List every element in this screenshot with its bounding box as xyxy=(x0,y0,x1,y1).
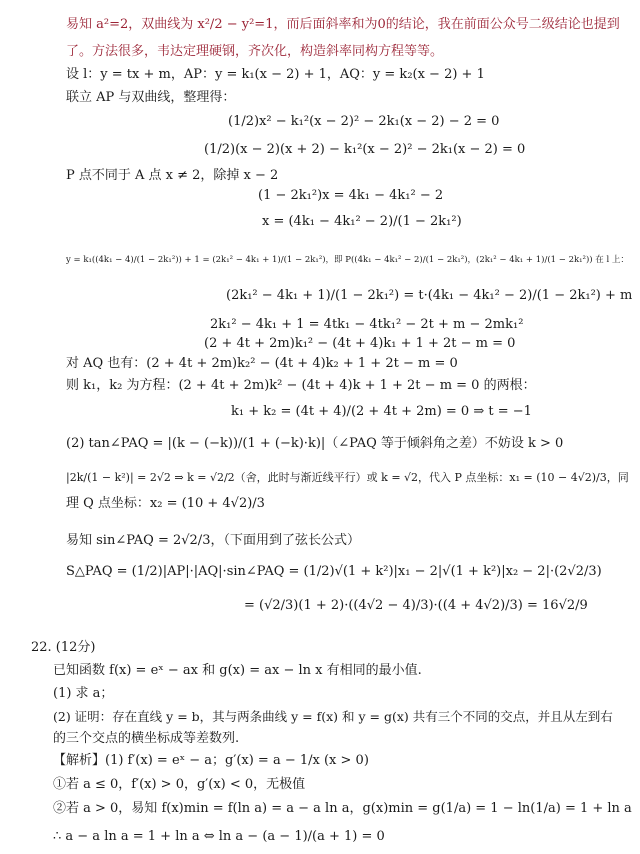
equation: x = (4k₁ − 4k₁² − 2)/(1 − 2k₁²) xyxy=(262,214,462,229)
equation: k₁ + k₂ = (4t + 4)/(2 + 4t + 2m) = 0 ⇒ t = −1 xyxy=(231,404,532,419)
equation: = (√2/3)(1 + 2)·((4√2 − 4)/3)·((4 + 4√2)/3) = 16√2/9 xyxy=(244,598,588,613)
equation: (1/2)(x − 2)(x + 2) − k₁²(x − 2)² − 2k₁(x − 2) = 0 xyxy=(204,142,526,157)
text-line: |2k/(1 − k²)| = 2√2 ⇒ k = √2/2（舍，此时与渐近线平行）或 k = √2，代入 P 点坐标：x₁ = (10 − 4√2)/3，同 xyxy=(66,471,629,484)
text-line: 理 Q 点坐标：x₂ = (10 + 4√2)/3 xyxy=(66,496,265,511)
text-line: ②若 a > 0，易知 f(x)min = f(ln a) = a − a ln a，g(x)min = g(1/a) = 1 − ln(1/a) = 1 + ln a xyxy=(53,801,632,816)
text-line: P 点不同于 A 点 x ≠ 2，除掉 x − 2 xyxy=(66,168,279,183)
text-line: (2) tan∠PAQ = |(k − (−k))/(1 + (−k)·k)|（∠PAQ 等于倾斜角之差）不妨设 k > 0 xyxy=(66,436,564,451)
text-line: 联立 AP 与双曲线，整理得： xyxy=(66,90,236,105)
text-line: 则 k₁，k₂ 为方程：(2 + 4t + 2m)k² − (4t + 4)k + 1 + 2t − m = 0 的两根： xyxy=(66,378,536,393)
equation: (2k₁² − 4k₁ + 1)/(1 − 2k₁²) = t·(4k₁ − 4k₁² − 2)/(1 − 2k₁²) + m xyxy=(226,288,633,303)
equation: (2 + 4t + 2m)k₁² − (4t + 4)k₁ + 1 + 2t − m = 0 xyxy=(204,336,516,351)
text-line: 易知 sin∠PAQ = 2√2/3，（下面用到了弦长公式） xyxy=(66,533,360,548)
text-line: 【解析】(1) f′(x) = eˣ − a；g′(x) = a − 1/x (x > 0) xyxy=(53,753,369,768)
text-line: ①若 a ≤ 0，f′(x) > 0，g′(x) < 0，无极值 xyxy=(53,777,306,792)
equation: (1/2)x² − k₁²(x − 2)² − 2k₁(x − 2) − 2 = 0 xyxy=(228,114,500,129)
equation: 2k₁² − 4k₁ + 1 = 4tk₁ − 4tk₁² − 2t + m − 2mk₁² xyxy=(210,317,524,332)
text-line: 的三个交点的横坐标成等差数列. xyxy=(53,731,240,746)
text-line: y = k₁((4k₁ − 4)/(1 − 2k₁²)) + 1 = (2k₁² − 4k₁ + 1)/(1 − 2k₁²)，即 P((4k₁ − 4k₁² − 2)/(1 − 2k₁²)，(2k₁² − 4k₁ + 1)/(1 − 2k₁²)) 在 l 上： xyxy=(66,255,629,265)
text-line: ∴ a − a ln a = 1 + ln a ⇔ ln a − (a − 1)/(a + 1) = 0 xyxy=(53,829,385,844)
equation: (1 − 2k₁²)x = 4k₁ − 4k₁² − 2 xyxy=(258,188,444,203)
text-line: 设 l：y = tx + m，AP：y = k₁(x − 2) + 1，AQ：y = k₂(x − 2) + 1 xyxy=(66,67,485,82)
text-line: 易知 a²=2，双曲线为 x²/2 − y²=1，而后面斜率和为0的结论，我在前面公众号二级结论也提到 xyxy=(66,17,620,32)
text-line: 对 AQ 也有：(2 + 4t + 2m)k₂² − (4t + 4)k₂ + 1 + 2t − m = 0 xyxy=(66,356,458,371)
text-line: 了。方法很多，韦达定理硬钢，齐次化，构造斜率同构方程等等。 xyxy=(66,44,444,59)
question-number: 22. (12分) xyxy=(31,640,96,655)
equation: S△PAQ = (1/2)|AP|·|AQ|·sin∠PAQ = (1/2)√(1 + k²)|x₁ − 2|√(1 + k²)|x₂ − 2|·(2√2/3) xyxy=(66,564,602,579)
text-line: (2) 证明：存在直线 y = b，其与两条曲线 y = f(x) 和 y = g(x) 共有三个不同的交点，并且从左到右 xyxy=(53,709,613,724)
text-line: (1) 求 a； xyxy=(53,686,114,701)
text-line: 已知函数 f(x) = eˣ − ax 和 g(x) = ax − ln x 有相同的最小值. xyxy=(53,663,422,678)
